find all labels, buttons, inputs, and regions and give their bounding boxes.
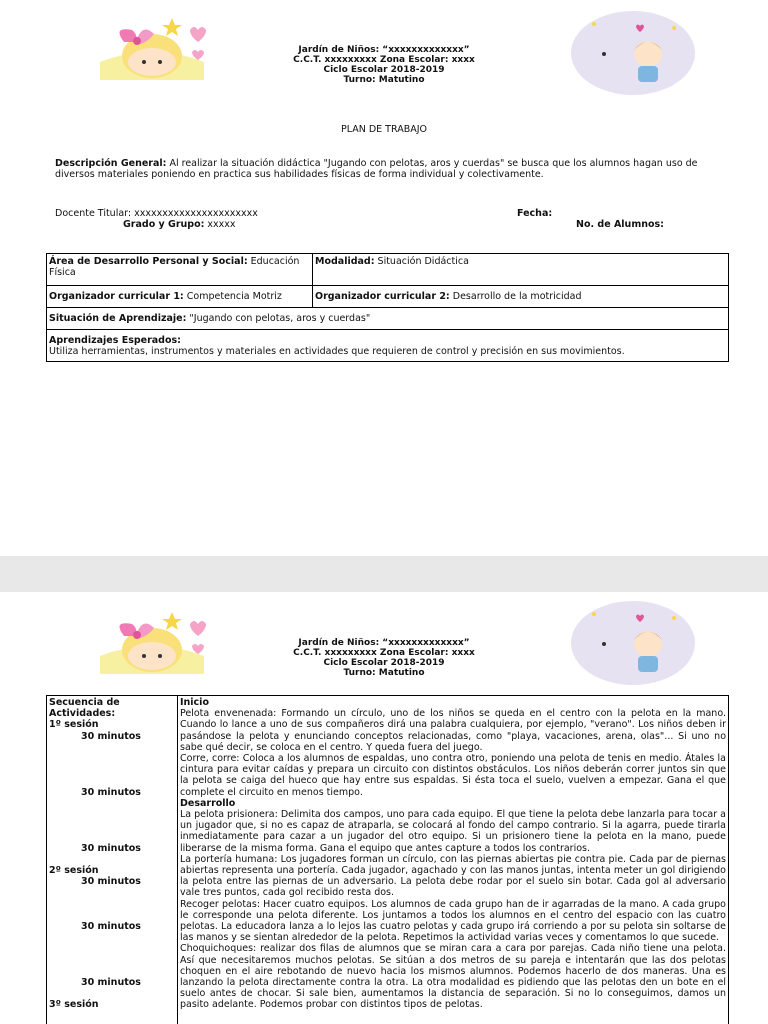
modality-cell: [313, 254, 729, 286]
teacher-value: xxxxxxxxxxxxxxxxxxxxxx: [131, 208, 258, 219]
expected-learning-cell: [47, 330, 729, 362]
organizer1-label: Organizador curricular 1:: [49, 291, 184, 302]
inicio-heading: Inicio: [180, 697, 209, 708]
date-label: Fecha:: [517, 208, 553, 219]
teacher-line: [55, 208, 258, 219]
activity-sequence-table: [46, 695, 729, 1024]
duration-label: 30 minutos: [81, 976, 141, 988]
duration-label: 30 minutos: [81, 876, 141, 888]
duration-label: 30 minutos: [81, 920, 141, 932]
description-label: Descripción General:: [55, 158, 167, 169]
desarrollo-heading: Desarrollo: [180, 797, 236, 809]
session-2-label: 2º sesión: [49, 864, 99, 876]
school-cct: C.C.T. xxxxxxxxx Zona Escolar: xxxx: [293, 648, 475, 658]
activity-choquichoques: Choquichoques: realizar dos filas de alumnos que se miran cara a cara por parejas. Cada niño tiene una pelota. Así que necesitaremos muchos pelotas. Se sitúan a dos metros de su pareja e intentarán que las dos pelotas choquen en el aire rebotando de nuevo hacia los mismos alumnos. Podemos hacerlo de dos maneras. Una es lanzando la pelota directamente contra la otra. La otra modalidad es pidiendo que las pelotas den un bote en el suelo antes de chocar. Si sale bien, aumentamos la distancia de separación. Si no lo conseguimos, damos un pasito adelante. Podemos probar con distintos tipos de pelotas.: [180, 943, 726, 1011]
plan-title: PLAN DE TRABAJO: [340, 124, 427, 135]
modality-value: Situación Didáctica: [374, 256, 469, 267]
area-cell: [47, 254, 313, 286]
group-value: xxxxx: [204, 219, 236, 230]
organizer1-value: Competencia Motriz: [183, 291, 282, 302]
students-label: No. de Alumnos:: [576, 219, 664, 230]
session-3-label: 3º sesión: [49, 999, 99, 1011]
organizer1-cell: [47, 286, 313, 308]
duration-label: 30 minutos: [81, 730, 141, 742]
school-cycle: Ciclo Escolar 2018-2019: [323, 658, 445, 668]
school-header: [0, 45, 768, 85]
learning-situation-label: Situación de Aprendizaje:: [49, 313, 187, 324]
organizer2-cell: [313, 286, 729, 308]
sequence-left-column: [47, 696, 178, 1024]
organizer2-value: Desarrollo de la motricidad: [449, 291, 582, 302]
teacher-label: Docente Titular:: [55, 208, 132, 219]
page-gap: [0, 556, 768, 592]
school-header: [0, 638, 768, 678]
group-line: [123, 219, 236, 230]
organizer2-label: Organizador curricular 2:: [315, 291, 450, 302]
expected-learning-label: Aprendizajes Esperados:: [49, 334, 181, 346]
general-description: [55, 158, 715, 180]
modality-label: Modalidad:: [315, 256, 375, 267]
sequence-label: Secuencia de Actividades:: [49, 697, 120, 720]
school-cct: C.C.T. xxxxxxxxx Zona Escolar: xxxx: [293, 55, 475, 65]
area-label: Área de Desarrollo Personal y Social:: [49, 256, 248, 267]
activity-porteria-humana: La portería humana: Los jugadores forman un círculo, con las piernas abiertas pie contra pie. Cada par de piernas abiertas representa una portería. Cada jugador, agachado y con las manos juntas, intenta meter un gol dirigiendo la pelota entre las piernas de un adversario. La pelota debe rodar por el suelo sin botar. Cada gol al adversario vale tres puntos, cada gol recibido resta dos.: [180, 853, 726, 899]
activity-recoger-pelotas: Recoger pelotas: Hacer cuatro equipos. Los alumnos de cada grupo han de ir agarradas de la mano. A cada grupo le corresponde una pelota diferente. Los juntamos a todos los alumnos en el centro del espacio con las cuatro pelotas. La educadora lanza a lo lejos las cuatro pelotas y cada grupo irá corriendo a por su pelota sin soltarse de las manos y se sientan alrededor de la pelota. Repetimos la actividad varias veces y comentamos lo que sucede.: [180, 898, 726, 944]
activity-corre-corre: Corre, corre: Coloca a los alumnos de espaldas, uno contra otro, poniendo una pelota de tenis en medio. Átales la cintura para evitar caídas y prepara un circuito con distintos obstáculos. Los niños deberán correr juntos sin que la pelota se caiga del hueco que hay entre sus espaldas. Si ésta toca el suelo, vuelven a empezar. Gana el que complete el circuito en menos tiempo.: [180, 753, 726, 798]
expected-learning-value: Utiliza herramientas, instrumentos y materiales en actividades que requieren de control y precisión en sus movimientos.: [49, 345, 625, 357]
school-shift: Turno: Matutino: [343, 668, 425, 678]
description-text: Al realizar la situación didáctica "Jugando con pelotas, aros y cuerdas" se busca que los alumnos hagan uso de diversos materiales poniendo en practica sus habilidades físicas de forma individual y colectivamente.: [55, 158, 698, 180]
area-value: Educación Física: [49, 256, 300, 278]
school-cycle: Ciclo Escolar 2018-2019: [323, 65, 445, 75]
activity-pelota-prisionera: La pelota prisionera: Delimita dos campos, uno para cada equipo. El que tiene la pelota debe lanzarla para tocar a un jugador que, si no es capaz de atraparla, se colocará al fondo del campo contrario. Si la agarra, puede tirarla inmediatamente para cazar a un jugador del otro equipo. Si un prisionero tiene la pelota en la mano, puede liberarse de la misma forma. Gana el equipo que antes capture a todos los contrarios.: [180, 809, 726, 854]
school-name: Jardín de Niños: “xxxxxxxxxxxxx”: [298, 638, 470, 648]
learning-situation-cell: [47, 308, 729, 330]
school-shift: Turno: Matutino: [343, 75, 425, 85]
school-name: Jardín de Niños: “xxxxxxxxxxxxx”: [298, 45, 470, 55]
learning-situation-value: "Jugando con pelotas, aros y cuerdas": [186, 313, 371, 324]
duration-label: 30 minutos: [81, 842, 141, 854]
duration-label: 30 minutos: [81, 786, 141, 798]
document-page-2: [0, 592, 768, 1024]
curriculum-table: [46, 253, 729, 362]
session-1-label: 1º sesión: [49, 719, 99, 731]
activity-pelota-envenenada: Pelota envenenada: Formando un círculo, uno de los niños se queda en el centro con la pelota en la mano. Cuando lo lance a uno de sus compañeros dirá una palabra cualquiera, por ejemplo, "verano". Los niños deben ir pasándose la pelota y enunciando conceptos relacionadas, como "playa, vacaciones, arena, olas"... Si uno no sabe qué decir, se coloca en el centro. Y queda fuera del juego.: [180, 708, 726, 753]
group-label: Grado y Grupo:: [123, 219, 205, 230]
sequence-content-column: [178, 696, 729, 1024]
